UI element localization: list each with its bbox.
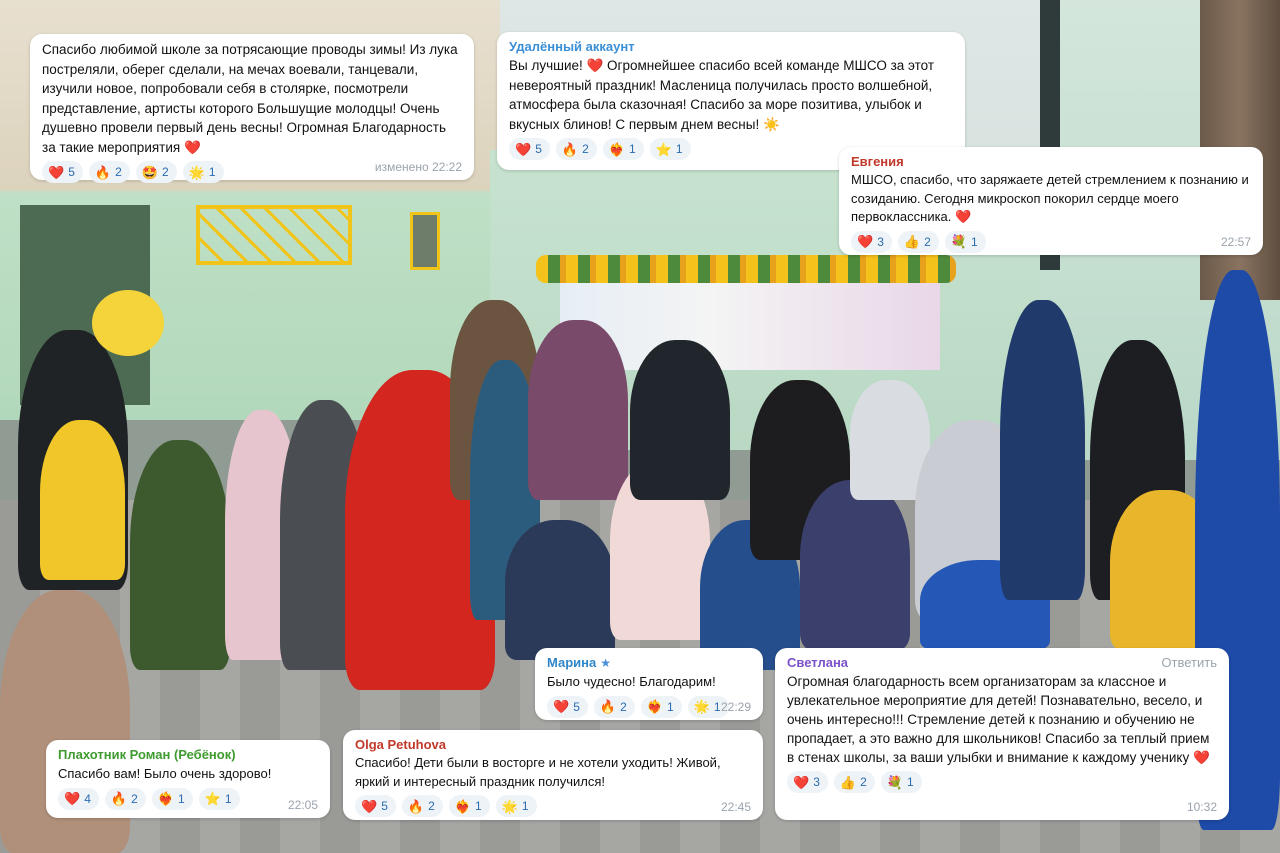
- reaction-thumbs-up[interactable]: [898, 231, 939, 253]
- message-bubble[interactable]: [46, 740, 330, 818]
- thumbs-up-icon: 👍: [903, 234, 921, 249]
- reaction-count: 1: [628, 142, 636, 156]
- heart-emoji: ❤️: [955, 209, 972, 224]
- author-row: [547, 654, 751, 672]
- author-name[interactable]: Плахотник Роман (Ребёнок): [58, 747, 236, 762]
- reaction-count: 5: [573, 699, 580, 714]
- message-text: [58, 764, 318, 784]
- author-name[interactable]: Удалённый аккаунт: [509, 39, 635, 54]
- heart-icon: ❤️: [64, 791, 81, 806]
- reaction-star[interactable]: [183, 161, 224, 183]
- reaction-fire[interactable]: [556, 138, 597, 160]
- flower-icon: 💐: [886, 774, 903, 790]
- author-name[interactable]: Марина: [547, 655, 597, 670]
- reaction-count: 1: [713, 699, 721, 714]
- message-bubble[interactable]: [775, 648, 1229, 820]
- reaction-heart-fire[interactable]: [449, 795, 490, 817]
- reaction-count: 3: [877, 234, 884, 249]
- reaction-heart[interactable]: [547, 696, 588, 718]
- message-bubble[interactable]: [343, 730, 763, 820]
- yellow-window-small: [410, 212, 440, 270]
- crowd-person: [40, 420, 125, 580]
- heart-icon: ❤️: [515, 141, 532, 157]
- message-text: [42, 40, 462, 157]
- reaction-fire[interactable]: [594, 696, 635, 718]
- message-bubble[interactable]: [839, 147, 1263, 255]
- reaction-count: 2: [428, 799, 435, 813]
- star-icon: 🌟: [501, 798, 518, 814]
- heart-icon: ❤️: [857, 234, 874, 249]
- heart-fire-icon: ❤️‍🔥: [454, 798, 471, 814]
- message-text: [547, 672, 751, 692]
- fire-icon: 🔥: [561, 141, 579, 157]
- reaction-count: 1: [177, 791, 185, 806]
- reaction-heart[interactable]: [58, 788, 99, 810]
- star-icon: ⭐: [655, 141, 672, 157]
- reaction-count: 3: [813, 775, 820, 789]
- message-body: МШСО, спасибо, что заряжаете детей стремлением к познанию и созиданию. Сегодня микроскоп покорил сердце моего первоклассника.: [851, 172, 1249, 224]
- reaction-count: 2: [115, 165, 122, 179]
- star-icon: 🌟: [693, 699, 710, 714]
- message-body: Было чудесно! Благодарим!: [547, 674, 716, 689]
- reaction-count: 5: [381, 799, 388, 813]
- fire-icon: 🔥: [110, 791, 128, 806]
- heart-icon: ❤️: [553, 699, 570, 714]
- reaction-heart[interactable]: [355, 795, 396, 817]
- reaction-heart[interactable]: [42, 161, 83, 183]
- reaction-count: 2: [131, 791, 138, 806]
- reactions-row: [787, 771, 1217, 793]
- message-time: 22:05: [287, 798, 318, 812]
- author-name[interactable]: Olga Petuhova: [355, 737, 447, 752]
- reaction-star-struck[interactable]: [136, 161, 177, 183]
- message-body: Огромная благодарность всем организаторам за классное и увлекательное мероприятие для детей! Познавательно, весело, и очень интересно!!! Стремление детей к познанию и обучению не пропадает, а это важно для школьников! Спасибо за теплый прием в стенах школы, за ваши улыбки и внимание к каждому ученику: [787, 674, 1210, 765]
- reaction-count: 2: [620, 699, 627, 714]
- author-name[interactable]: Евгения: [851, 154, 904, 169]
- reaction-count: 1: [521, 799, 529, 813]
- message-time: 22:57: [1220, 235, 1251, 249]
- message-time: 22:29: [720, 700, 751, 714]
- message-body: Спасибо вам! Было очень здорово!: [58, 766, 272, 781]
- message-text: [509, 56, 953, 134]
- reaction-count: 1: [906, 775, 914, 789]
- yellow-window: [196, 205, 352, 265]
- reaction-heart-fire[interactable]: [641, 696, 682, 718]
- reaction-count: 1: [224, 791, 232, 806]
- fire-icon: 🔥: [94, 164, 112, 180]
- reaction-count: 5: [68, 165, 75, 179]
- crowd-person: [130, 440, 230, 670]
- reaction-heart-fire[interactable]: [603, 138, 644, 160]
- flower-icon: 💐: [950, 234, 967, 249]
- message-time: 22:45: [720, 800, 751, 814]
- reaction-count: 1: [675, 142, 683, 156]
- message-body: Вы лучшие! ❤️ Огромнейшее спасибо всей команде МШСО за этот невероятный праздник! Масленица получилась просто волшебной, атмосфера была сказочная! Спасибо за море позитива, улыбок и вкусных блинов! С первым днем весны!: [509, 58, 935, 132]
- fire-icon: 🔥: [599, 699, 617, 714]
- crowd-person: [505, 520, 615, 660]
- reaction-star[interactable]: [496, 795, 537, 817]
- reaction-count: 1: [474, 799, 482, 813]
- reaction-count: 5: [535, 142, 542, 156]
- crowd-person: [528, 320, 628, 500]
- author-name[interactable]: Светлана: [787, 655, 849, 670]
- message-body: Спасибо! Дети были в восторге и не хотели уходить! Живой, яркий и интересный праздник получился!: [355, 755, 721, 789]
- sun-emoji: ☀️: [762, 116, 780, 132]
- heart-emoji: ❤️: [1193, 750, 1210, 765]
- reaction-heart[interactable]: [509, 138, 550, 160]
- reaction-star[interactable]: [650, 138, 691, 160]
- star-icon: 🌟: [188, 164, 205, 180]
- sunflower-garland: [536, 255, 956, 283]
- heart-icon: ❤️: [361, 798, 378, 814]
- thumbs-up-icon: 👍: [839, 774, 857, 790]
- reaction-count: 2: [582, 142, 589, 156]
- reaction-flower[interactable]: [945, 231, 986, 253]
- crowd-person: [800, 480, 910, 650]
- reaction-heart-fire[interactable]: [152, 788, 193, 810]
- heart-fire-icon: ❤️‍🔥: [157, 791, 174, 806]
- star-icon: ⭐: [204, 791, 221, 806]
- reaction-fire[interactable]: [402, 795, 443, 817]
- message-body: Спасибо любимой школе за потрясающие проводы зимы! Из лука постреляли, оберег сделали, на мечах воевали, танцевали, изучили новое, попробовали себя в столярке, посмотрели представление, артисты которого Большущие молодцы! Очень душевно провели первый день весны! Огромная Благодарность за такие мероприятия: [42, 42, 458, 155]
- crowd-person: [630, 340, 730, 500]
- star-struck-icon: 🤩: [141, 164, 158, 180]
- message-time: 10:32: [1186, 800, 1217, 814]
- reactions-row: [355, 795, 751, 817]
- fire-icon: 🔥: [407, 798, 425, 814]
- reply-button[interactable]: Ответить: [1161, 655, 1217, 670]
- message-time: изменено 22:22: [374, 160, 462, 174]
- premium-star-icon: ★: [600, 656, 611, 670]
- reaction-count: 1: [666, 699, 674, 714]
- reaction-count: 2: [924, 234, 931, 249]
- heart-fire-icon: ❤️‍🔥: [608, 141, 625, 157]
- heart-emoji: ❤️: [183, 139, 201, 155]
- reaction-count: 4: [84, 791, 91, 806]
- reaction-count: 2: [161, 165, 169, 179]
- reactions-row: [58, 788, 318, 810]
- heart-fire-icon: ❤️‍🔥: [646, 699, 663, 714]
- sun-mask: [92, 290, 164, 356]
- message-bubble[interactable]: [30, 34, 474, 180]
- message-text: [787, 672, 1217, 767]
- reaction-count: 2: [860, 775, 867, 789]
- crowd-person: [1000, 300, 1085, 600]
- heart-icon: ❤️: [793, 774, 810, 790]
- message-text: [851, 171, 1251, 227]
- reactions-row: [851, 231, 1251, 253]
- reaction-count: 1: [208, 165, 216, 179]
- reaction-thumbs-up[interactable]: [834, 771, 875, 793]
- reaction-heart[interactable]: [787, 771, 828, 793]
- reaction-fire[interactable]: [89, 161, 130, 183]
- reaction-count: 1: [970, 234, 978, 249]
- message-bubble[interactable]: [535, 648, 763, 720]
- message-text: [355, 754, 751, 791]
- reaction-star[interactable]: [199, 788, 240, 810]
- reaction-fire[interactable]: [105, 788, 146, 810]
- heart-icon: ❤️: [48, 164, 65, 180]
- reaction-flower[interactable]: [881, 771, 922, 793]
- reaction-heart[interactable]: [851, 231, 892, 253]
